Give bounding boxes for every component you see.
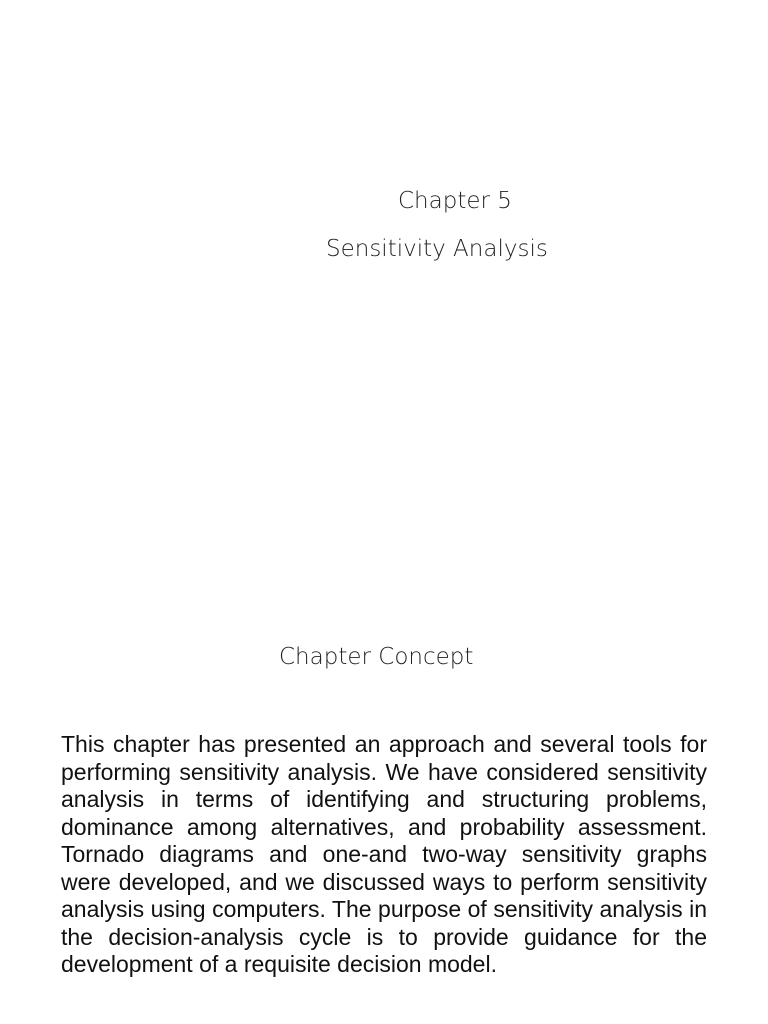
chapter-concept-paragraph: This chapter has presented an approach and several tools for performing sensitivity analysis. We have considered sensitivity analysis in terms of identifying and structuring problems, dominance among alternatives, and probability assessment. Tornado diagrams and one-and two-way sensitivity graphs were developed, and we discussed ways to perform sensitivity analysis using computers. The purpose of sensitivity analysis in the decision-analysis cycle is to provide guidance for the development of a requisite decision model.	[61, 731, 707, 977]
chapter-title: Sensitivity Analysis	[326, 236, 548, 262]
section-heading: Chapter Concept	[279, 644, 474, 670]
chapter-number: Chapter 5	[398, 188, 512, 214]
